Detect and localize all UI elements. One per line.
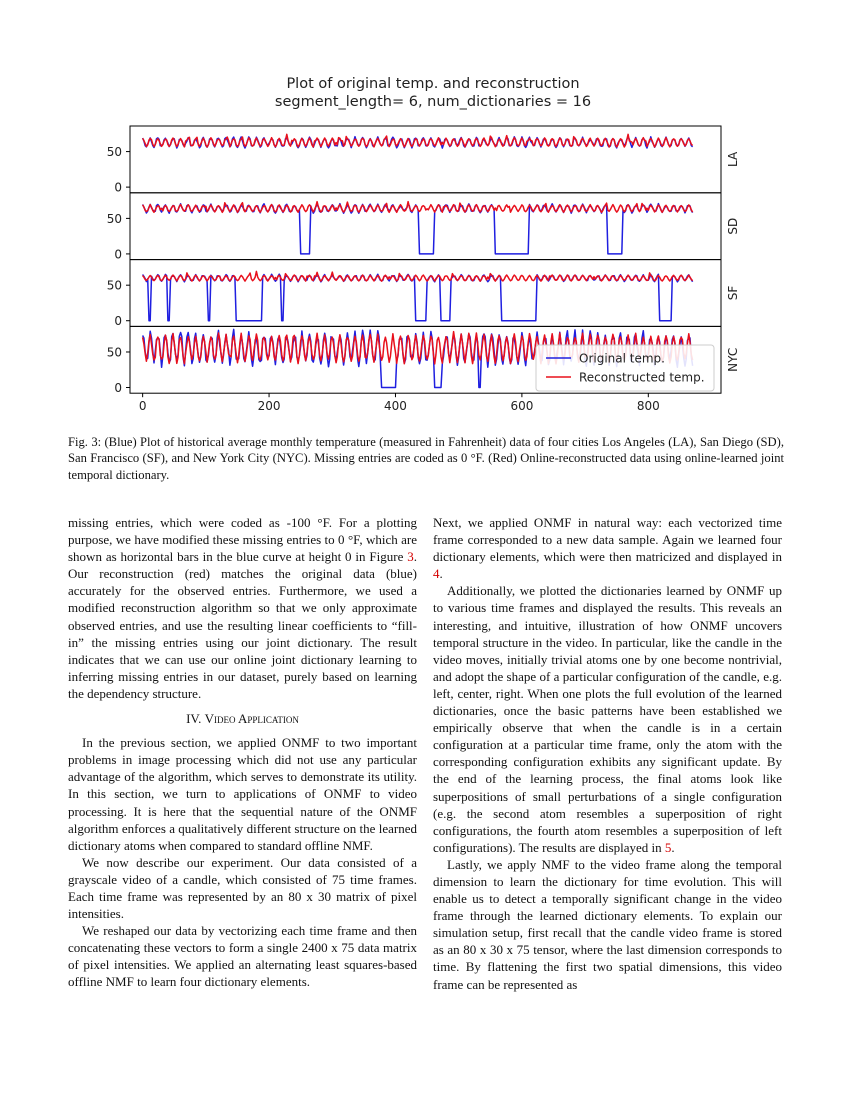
panel-label-sd: SD — [726, 217, 740, 235]
y-tick-label: 0 — [114, 247, 122, 262]
chart-title-line-1: Plot of original temp. and reconstruction — [286, 76, 580, 92]
right-column — [433, 514, 782, 993]
left-column — [68, 514, 417, 991]
left-paragraph-2: In the previous section, we applied ONMF to two important problems in image processing which did not use any particular advantage of the algorithm, which serves to demonstrate its utility. In this section, we turn to applications of ONMF to video processing. It is here that the sequential nature of the ONMF algorithm enforces a qualitatively different structure on the learned dictionary atoms when compared to standard offline NMF. — [68, 735, 417, 853]
x-tick-label: 200 — [257, 399, 281, 414]
left-paragraph-1 — [68, 514, 417, 702]
y-tick-label: 50 — [106, 345, 122, 360]
panel-sf — [107, 260, 740, 329]
x-tick-label: 600 — [510, 399, 534, 414]
y-tick-label: 50 — [106, 278, 122, 293]
y-tick-label: 0 — [114, 180, 122, 195]
x-tick-label: 0 — [138, 399, 147, 414]
panel-la — [107, 126, 740, 195]
legend-reconstructed-label: Reconstructed temp. — [579, 370, 705, 385]
left-paragraph-3: We now describe our experiment. Our data consisted of a grayscale video of a candle, which consisted of 75 time frames. Each time frame was represented by an 80 x 30 matrix of pixel intensities. — [68, 854, 417, 922]
panel-label-sf: SF — [726, 285, 740, 301]
figure-3-chart — [60, 66, 800, 418]
left-p1-text-b: . Our reconstruction (red) matches the original data (blue) accurately for the observed entries. Furthermore, we used a modified reconstruction algorithm so that we only approximate observed entries, and use the resulting linear coefficients to “fill-in” the missing entries using our joint dictionary. The result indicates that we can use our online joint dictionary learning to inferring missing entries in our dataset, purely based on learning the dependency structure. — [68, 549, 417, 701]
section-heading — [68, 710, 417, 727]
right-p2-text-a: Additionally, we plotted the dictionaries learned by ONMF up to various time frames and displayed the results. This reveals an interesting, and intuitive, illustration of how ONMF uncovers temporal structure in the video. In particular, like the candle in the video moves, initially trivial atoms one by one become nontrivial, and adopt the shape of a particular configuration of the candle, e.g. left, center, right. When one plots the full evolution of the learned dictionaries, once the basic patterns have been established we empirically observe that when the candle is in a certain configuration at a particular time frame, only the atom with the corresponding configuration exhibits any significant update. By the end of the learning process, the final atoms look like superpositions of small perturbations of a single configuration (e.g. the second atom resembles a superposition of right configurations, the fourth atom resembles a superposition of left configurations). The results are displayed in — [433, 583, 782, 855]
panel-frame-sd — [130, 193, 721, 260]
left-p1-text-a: missing entries, which were coded as -100 °F. For a plotting purpose, we have modified these missing entries to 0 °F, which are shown as horizontal bars in the blue curve at height 0 in Figure — [68, 515, 417, 565]
chart-legend — [536, 345, 714, 391]
series-reconstructed-sf — [143, 271, 693, 281]
chart-title-line-2: segment_length= 6, num_dictionaries = 16 — [274, 94, 592, 110]
right-p2-text-b: . — [671, 839, 675, 855]
y-tick-label: 0 — [114, 381, 122, 396]
section-number: IV. — [186, 711, 202, 727]
right-p1-text-b: . — [439, 566, 443, 582]
right-paragraph-3: Lastly, we apply NMF to the video frame along the temporal dimension to learn the dictionary for time evolution. This will enable us to detect a temporally significant change in the video frame through the learned dictionary elements. To explain our simulation setup, first recall that the candle video frame is stored as an 80 x 30 x 75 tensor, where the last dimension corresponds to time. By flattening the first two spatial dimensions, this video frame can be represented as — [433, 856, 782, 992]
panel-label-nyc: NYC — [726, 347, 740, 372]
x-axis — [139, 393, 660, 413]
x-tick-label: 800 — [636, 399, 660, 414]
section-title: Video Application — [204, 711, 299, 727]
y-tick-label: 0 — [114, 314, 122, 329]
figure-5-ref-link[interactable]: 5 — [664, 839, 672, 855]
left-paragraph-4: We reshaped our data by vectorizing each time frame and then concatenating these vectors to form a single 2400 x 75 data matrix of pixel intensities. We applied an alternating least squares-based offline NMF to learn four dictionary elements. — [68, 923, 417, 990]
legend-original-label: Original temp. — [579, 351, 665, 366]
panel-sd — [107, 193, 740, 262]
y-tick-label: 50 — [106, 145, 122, 160]
y-tick-label: 50 — [106, 211, 122, 226]
right-p1-text-a: Next, we applied ONMF in natural way: each vectorized time frame corresponded to a new data sample. Again we learned four dictionary elements, which were then matricized and displayed in — [433, 515, 782, 565]
panel-frame-la — [130, 126, 721, 193]
figure-caption: Fig. 3: (Blue) Plot of historical average monthly temperature (measured in Fahrenheit) data of four cities Los Angeles (LA), San Diego (SD), San Francisco (SF), and New York City (NYC). Missing entries are coded as 0 °F. (Red) Online-reconstructed data using online-learned joint temporal dictionary. — [68, 435, 784, 482]
figure-3-ref-link[interactable]: 3 — [407, 549, 414, 565]
series-original-sf — [143, 274, 693, 321]
x-tick-label: 400 — [384, 399, 407, 414]
figure-4-ref-link[interactable]: 4 — [433, 566, 440, 582]
right-paragraph-2 — [433, 582, 782, 856]
right-paragraph-1 — [433, 514, 782, 582]
panel-label-la: LA — [726, 151, 740, 167]
